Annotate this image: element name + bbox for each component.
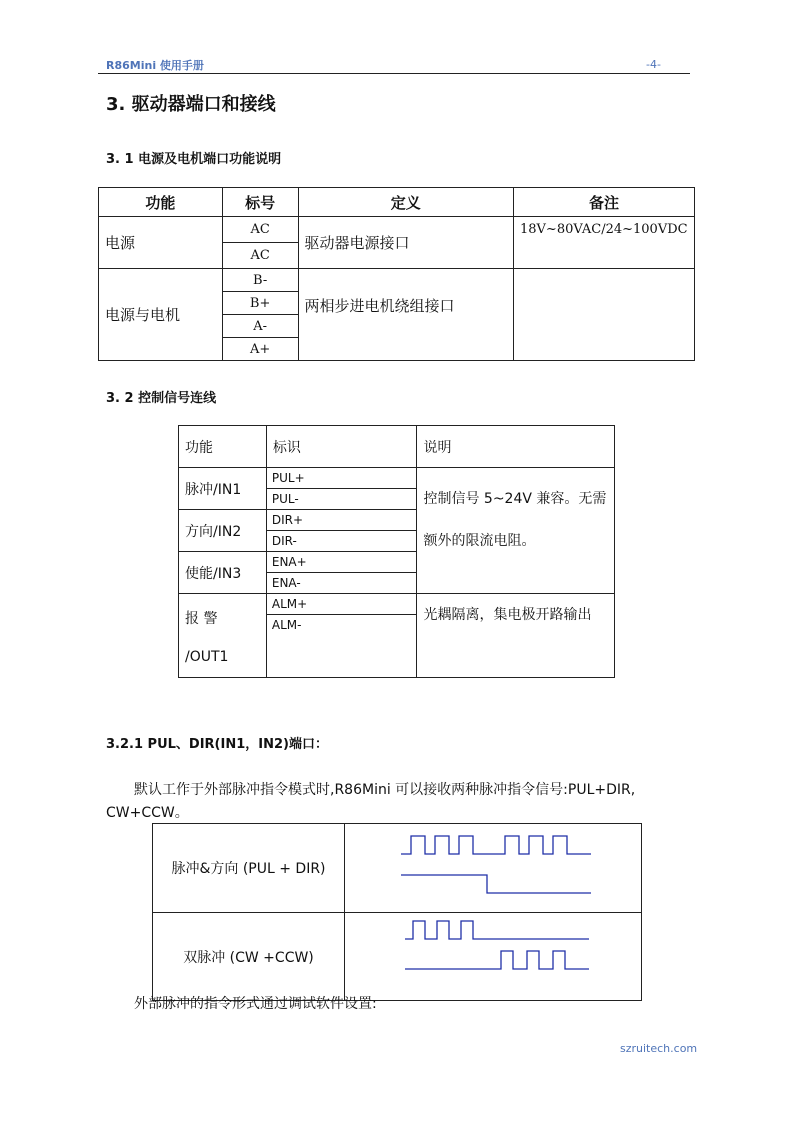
- label-cell: ENA-: [266, 573, 417, 594]
- label-cell: A-: [222, 315, 298, 338]
- cw-ccw-waveform: [345, 913, 641, 996]
- header-page-number: -4-: [646, 58, 661, 71]
- table-header: 标识: [266, 426, 417, 468]
- table-header: 标号: [222, 188, 298, 217]
- table-header: 定义: [298, 188, 513, 217]
- footer-url[interactable]: szruitech.com: [620, 1042, 698, 1055]
- label-cell: B+: [222, 292, 298, 315]
- mode-label: 脉冲&方向 (PUL + DIR): [153, 824, 345, 913]
- definition-cell: 两相步进电机绕组接口: [298, 269, 513, 361]
- power-motor-port-table: [98, 187, 695, 361]
- cw-signal-line: [405, 921, 589, 939]
- label-cell: ALM+: [267, 594, 417, 615]
- section-3-2-1-title: 3.2.1 PUL、DIR(IN1，IN2)端口：: [106, 737, 328, 752]
- alarm-label-cell: [266, 594, 417, 678]
- pulse-signal-line: [401, 836, 591, 854]
- header-divider: [98, 73, 690, 74]
- label-cell: ENA+: [266, 552, 417, 573]
- note-cell: [514, 269, 695, 361]
- paragraph: 默认工作于外部脉冲指令模式时,R86Mini 可以接收两种脉冲指令信号:PUL+DIR, CW+CCW。: [106, 782, 636, 821]
- label-cell: DIR+: [266, 510, 417, 531]
- section-3-1-title: 3. 1 电源及电机端口功能说明: [106, 152, 282, 167]
- header-title: R86Mini 使用手册: [106, 59, 204, 72]
- section-3-2-title: 3. 2 控制信号连线: [106, 391, 217, 406]
- function-cell: 方向/IN2: [179, 510, 267, 552]
- note-cell: 18V~80VAC/24~100VDC: [514, 217, 695, 269]
- paragraph: 外部脉冲的指令形式通过调试软件设置:: [134, 996, 377, 1012]
- label-cell: DIR-: [266, 531, 417, 552]
- table-header: 备注: [514, 188, 695, 217]
- section-title: 3. 驱动器端口和接线: [106, 94, 276, 115]
- direction-signal-line: [401, 875, 591, 893]
- function-cell: 报 警 /OUT1: [179, 594, 267, 678]
- label-cell: A+: [222, 338, 298, 361]
- label-cell: AC: [222, 243, 298, 269]
- function-cell: 脉冲/IN1: [179, 468, 267, 510]
- description-cell: 控制信号 5~24V 兼容。无需额外的限流电阻。: [417, 468, 615, 594]
- definition-cell: 驱动器电源接口: [298, 217, 513, 269]
- label-cell: AC: [222, 217, 298, 243]
- function-cell: 电源: [99, 217, 223, 269]
- label-cell: ALM-: [271, 618, 302, 632]
- waveform-cell: [345, 824, 642, 913]
- waveform-cell: [345, 913, 642, 1001]
- table-header: 功能: [179, 426, 267, 468]
- control-signal-table: [178, 425, 615, 678]
- label-cell: PUL-: [266, 489, 417, 510]
- ccw-signal-line: [405, 951, 589, 969]
- pul-dir-waveform: [345, 824, 641, 908]
- table-header: 说明: [417, 426, 615, 468]
- description-cell: 光耦隔离，集电极开路输出: [417, 594, 615, 678]
- label-cell: PUL+: [266, 468, 417, 489]
- function-cell: 电源与电机: [99, 269, 223, 361]
- function-cell: 使能/IN3: [179, 552, 267, 594]
- pulse-mode-table: [152, 823, 642, 1001]
- label-cell: B-: [222, 269, 298, 292]
- table-header: 功能: [99, 188, 223, 217]
- mode-label: 双脉冲 (CW +CCW): [153, 913, 345, 1001]
